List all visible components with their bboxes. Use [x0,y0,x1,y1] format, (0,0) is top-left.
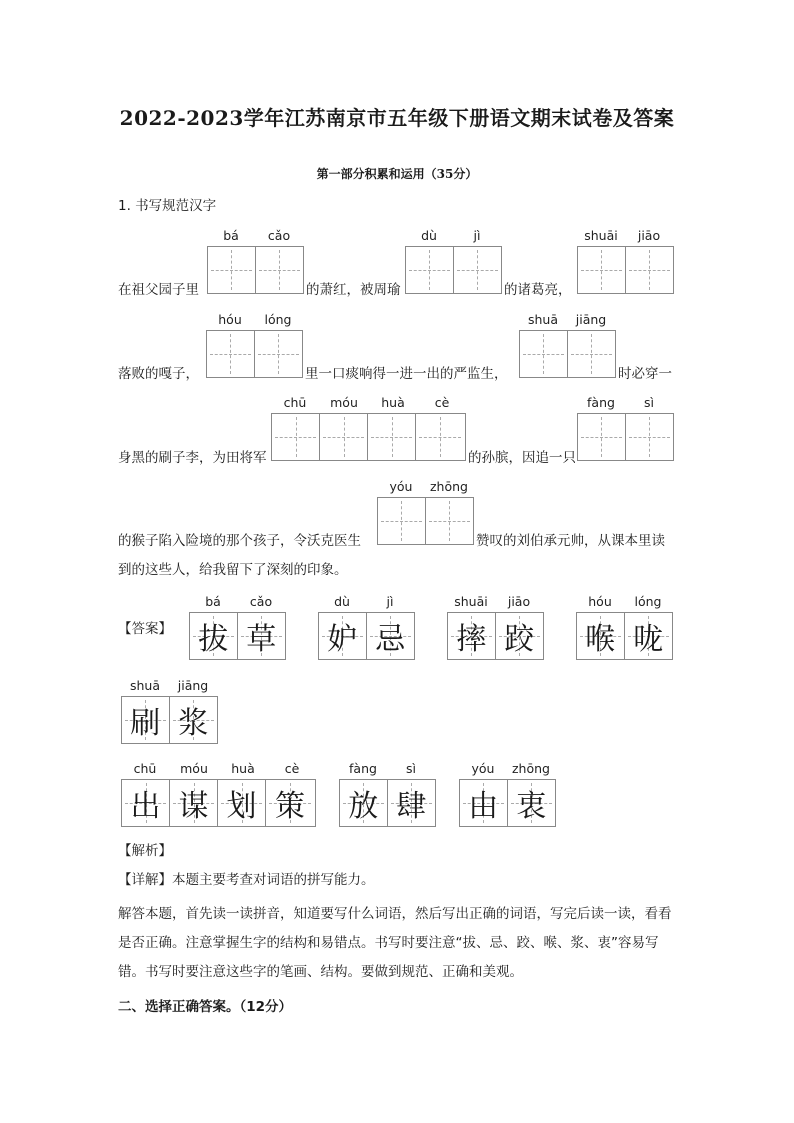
pinyin-jiao: jiāo [507,594,531,609]
answer-char: 划 [226,789,257,824]
answer-char: 肆 [396,789,427,824]
pinyin-jiang: jiāng [575,312,607,327]
blank-grid-fangsi[interactable] [577,413,674,461]
pinyin-cao: cǎo [267,228,291,243]
pinyin-jiang: jiāng [177,678,209,693]
answer-char: 跤 [504,622,535,657]
detail-label: 【详解】 [118,872,172,888]
question-1-label: 1. 书写规范汉字 [118,198,217,214]
sentence-text: 的诸葛亮， [504,282,572,298]
detail-line [118,872,375,888]
pinyin-cao: cǎo [249,594,273,609]
analysis-label: 【解析】 [118,843,172,859]
answer-grid-duji [318,612,415,660]
pinyin-ji: jì [386,594,394,609]
pinyin-du: dù [334,594,350,609]
detail-text: 本题主要考查对词语的拼写能力。 [172,872,375,888]
analysis-paragraph: 解答本题，首先读一读拼音，知道要写什么词语，然后写出正确的词语，写完后读一读，看看是否正确。注意掌握生字的结构和易错点。书写时要注意“拔、忌、跤、喉、浆、衷”容易写错。书写时要注意这些字的笔画、结构。要做到规范、正确和美观。 [118,906,672,980]
section-title: 第一部分积累和运用（35分） [316,167,478,181]
answer-char: 衷 [516,789,547,824]
pinyin-fang: fàng [349,761,377,776]
answer-char: 喉 [585,622,616,657]
pinyin-you: yóu [389,479,413,494]
pinyin-fang: fàng [587,395,615,410]
pinyin-si: sì [644,395,654,410]
pinyin-ba: bá [205,594,221,609]
sentence-text: 到的这些人，给我留下了深刻的印象。 [118,562,348,578]
pinyin-shua: shuā [527,312,559,327]
answer-label: 【答案】 [118,621,172,637]
pinyin-hua: huà [381,395,405,410]
pinyin-du: dù [421,228,437,243]
answer-char: 咙 [633,622,664,657]
blank-grid-houlong[interactable] [206,330,303,378]
pinyin-zhong: zhōng [512,761,550,776]
answer-char: 妒 [327,622,358,657]
blank-grid-duji[interactable] [405,246,502,294]
pinyin-ce: cè [434,395,450,410]
pinyin-mou: móu [330,395,358,410]
answer-char: 由 [468,789,499,824]
answer-grid-bacao [189,612,286,660]
pinyin-ba: bá [223,228,239,243]
sentence-text: 落败的嘎子， [118,366,199,382]
blank-grid-shuaijiao[interactable] [577,246,674,294]
sentence-text: 时必穿一 [618,366,672,382]
sentence-text: 身黑的刷子李，为田将军 [118,450,267,466]
sentence-text: 里一口痰响得一进一出的严监生， [305,366,508,382]
answer-char: 草 [246,622,277,657]
answer-grid-shuaijiao [447,612,544,660]
pinyin-chu: chū [133,761,157,776]
pinyin-mou: móu [180,761,208,776]
blank-grid-chumouhuace[interactable] [271,413,466,461]
pinyin-ce: cè [284,761,300,776]
pinyin-si: sì [406,761,416,776]
pinyin-shuai: shuāi [584,228,618,243]
sentence-text: 的萧红，被周瑜 [306,282,401,298]
answer-grid-youzhong [459,779,556,827]
answer-char: 策 [275,789,305,824]
part-2-heading: 二、选择正确答案。（12分） [118,999,293,1015]
blank-grid-youzhong[interactable] [377,497,474,545]
sentence-text: 的孙膑，因追一只 [468,450,576,466]
sentence-text: 赞叹的刘伯承元帅，从课本里读 [476,533,665,549]
pinyin-jiao: jiāo [637,228,661,243]
document-title: 2022-2023学年江苏南京市五年级下册语文期末试卷及答案 [119,106,675,130]
answer-char: 忌 [375,622,406,657]
answer-char: 出 [130,789,161,824]
answer-char: 谋 [178,789,209,824]
pinyin-chu: chū [283,395,307,410]
pinyin-ji: jì [473,228,481,243]
answer-grid-shuajiang [121,696,218,744]
pinyin-long: lóng [264,312,292,327]
answer-grid-chumouhuace [121,779,316,827]
answer-char: 浆 [178,706,209,741]
pinyin-you: yóu [471,761,495,776]
blank-grid-bacao[interactable] [207,246,304,294]
pinyin-shua: shuā [129,678,161,693]
pinyin-shuai: shuāi [454,594,488,609]
pinyin-hou: hóu [588,594,612,609]
sentence-text: 的猴子陷入险境的那个孩子，令沃克医生 [118,533,361,549]
blank-grid-shuajiang[interactable] [519,330,616,378]
answer-char: 放 [348,789,379,824]
answer-char: 刷 [130,706,161,741]
answer-grid-houlong [576,612,673,660]
answer-char: 拔 [198,622,229,657]
answer-char: 摔 [456,622,487,657]
sentence-text: 在祖父园子里 [118,282,199,298]
pinyin-zhong: zhōng [430,479,468,494]
answer-grid-fangsi [339,779,436,827]
pinyin-long: lóng [634,594,662,609]
pinyin-hua: huà [231,761,255,776]
pinyin-hou: hóu [218,312,242,327]
